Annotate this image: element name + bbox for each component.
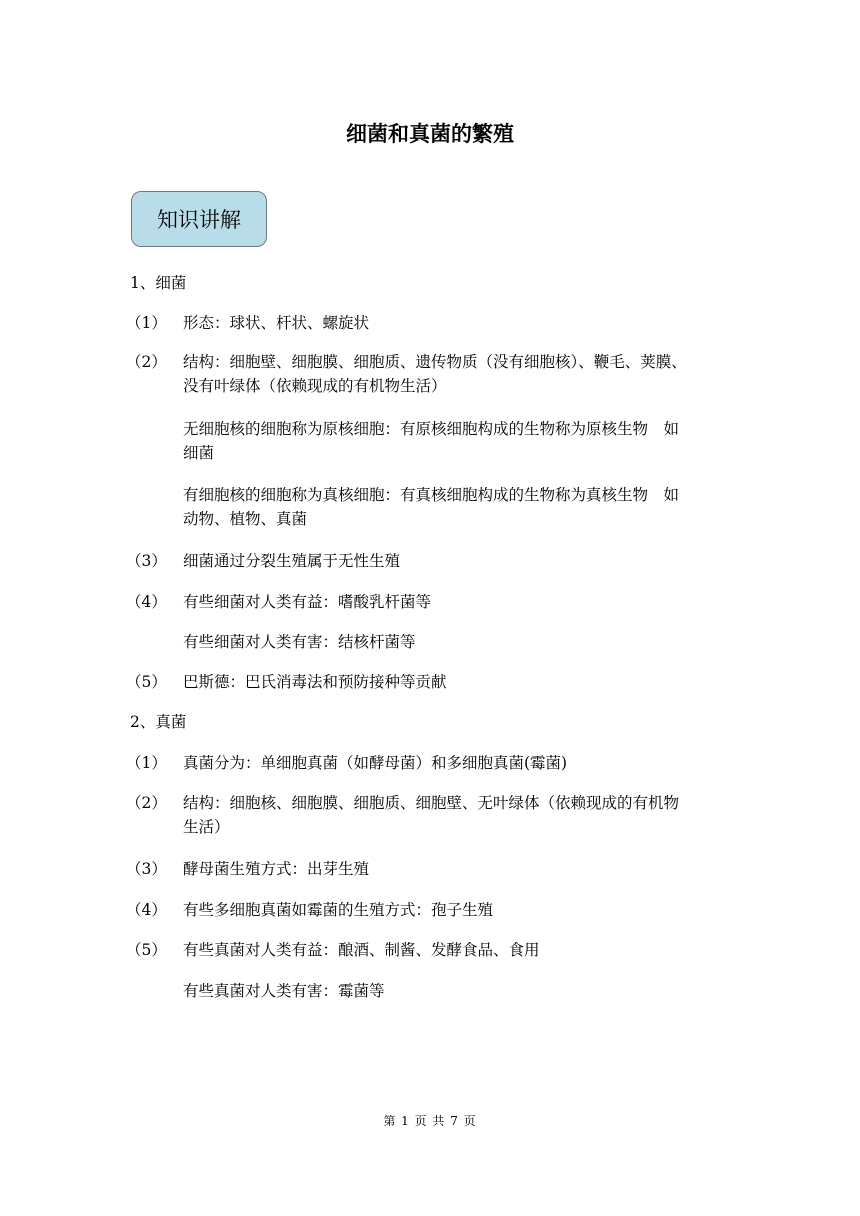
item-text-line: 结构：细胞壁、细胞膜、细胞质、遗传物质（没有细胞核）、鞭毛、荚膜、 [183,353,687,371]
paragraph-line: 有细胞核的细胞称为真核细胞：有真核细胞构成的生物称为真核生物 如 [183,486,680,504]
badge-label: 知识讲解 [157,208,241,232]
item-text: 酵母菌生殖方式：出芽生殖 [183,860,370,878]
section-badge [131,191,267,247]
paragraph-line: 无细胞核的细胞称为原核细胞：有原核细胞构成的生物称为原核生物 如 [183,420,680,438]
item-text: 巴斯德：巴氏消毒法和预防接种等贡献 [183,673,447,691]
paragraph-line: 有些细菌对人类有害：结核杆菌等 [183,633,416,651]
item-number: （5） [126,941,167,959]
item-text: 有些多细胞真菌如霉菌的生殖方式：孢子生殖 [183,901,494,919]
paragraph-line: 有些真菌对人类有害：霉菌等 [183,982,385,1000]
page-footer: 第 1 页 共 7 页 [383,1114,477,1128]
item-number: （4） [126,593,167,611]
item-number: （3） [126,552,167,570]
item-text: 细菌通过分裂生殖属于无性生殖 [183,552,401,570]
item-number: （5） [126,673,167,691]
paragraph-line: 动物、植物、真菌 [183,510,308,528]
item-number: （1） [126,754,167,772]
item-number: （2） [126,794,167,812]
item-text: 真菌分为：单细胞真菌（如酵母菌）和多细胞真菌(霉菌) [183,754,568,772]
item-text: 有些真菌对人类有益：酿酒、制酱、发酵食品、食用 [183,941,540,959]
item-number: （2） [126,353,167,371]
item-number: （4） [126,901,167,919]
section-heading-bacteria: 1、细菌 [130,274,187,292]
item-text-line: 结构：细胞核、细胞膜、细胞质、细胞壁、无叶绿体（依赖现成的有机物 [183,794,680,812]
item-text: 有些细菌对人类有益：嗜酸乳杆菌等 [183,593,432,611]
item-text-line: 没有叶绿体（依赖现成的有机物生活） [183,377,447,395]
item-number: （1） [126,314,167,332]
section-heading-fungi: 2、真菌 [130,713,187,731]
item-number: （3） [126,860,167,878]
item-text: 形态：球状、杆状、螺旋状 [183,314,370,332]
paragraph-line: 细菌 [183,444,215,462]
item-text-line: 生活） [183,818,230,836]
page-title: 细菌和真菌的繁殖 [346,121,514,146]
